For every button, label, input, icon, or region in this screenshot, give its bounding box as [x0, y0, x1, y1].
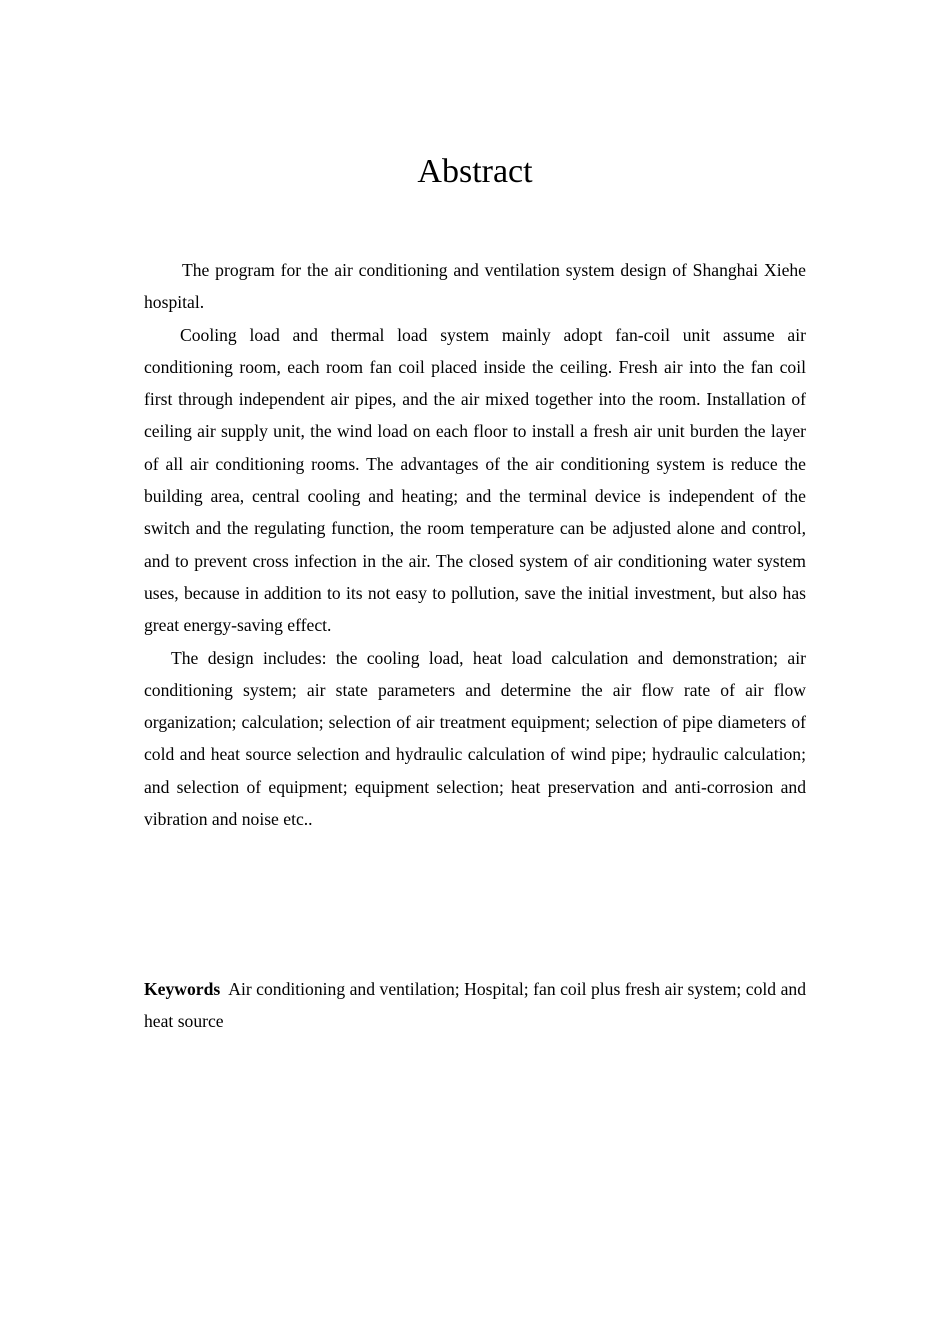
abstract-body [144, 254, 806, 835]
abstract-paragraph-1: The program for the air conditioning and ventilation system design of Shanghai Xiehe hospital. [144, 260, 806, 313]
abstract-paragraph-3: The design includes: the cooling load, heat load calculation and demonstration; air conditioning system; air state parameters and determine the air flow rate of air flow organization; calculation; selection of air treatment equipment; selection of pipe diameters of cold and heat source selection and hydraulic calculation of wind pipe; hydraulic calculation; and selection of equipment; equipment selection; heat preservation and anti-corrosion and vibration and noise etc.. [144, 647, 806, 830]
keywords-text: Air conditioning and ventilation; Hospital; fan coil plus fresh air system; cold and heat source [144, 979, 806, 1032]
keywords-label: Keywords [144, 979, 221, 999]
keywords-line [144, 973, 806, 1038]
page-title: Abstract [417, 153, 533, 190]
abstract-paragraph-2: Cooling load and thermal load system mainly adopt fan-coil unit assume air conditioning room, each room fan coil placed inside the ceiling. Fresh air into the fan coil first through independent air pipes, and the air mixed together into the room. Installation of ceiling air supply unit, the wind load on each floor to install a fresh air unit burden the layer of all air conditioning rooms. The advantages of the air conditioning system is reduce the building area, central cooling and heating; and the terminal device is independent of the switch and the regulating function, the room temperature can be adjusted alone and control, and to prevent cross infection in the air. The closed system of air conditioning water system uses, because in addition to its not easy to pollution, save the initial investment, but also has great energy-saving effect. [144, 324, 806, 636]
